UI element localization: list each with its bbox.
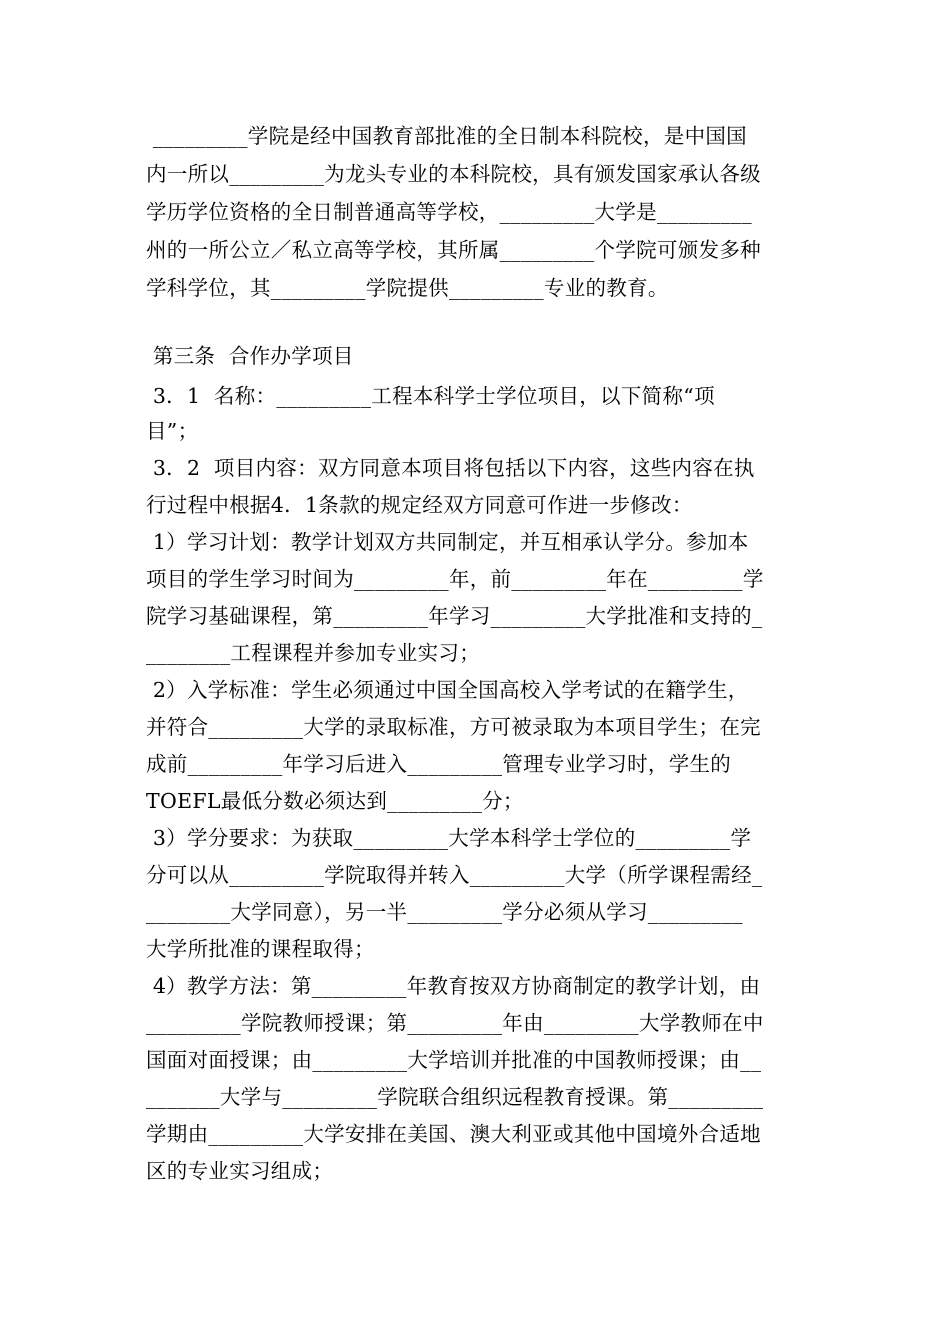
body-line: 成前_________年学习后进入_________管理专业学习时，学生的 [146,752,732,776]
body-line: 学期由_________大学安排在美国、澳大利亚或其他中国境外合适地 [146,1122,761,1146]
intro-line: 学历学位资格的全日制普通高等学校，_________大学是_________ [146,200,752,224]
body-line: 3）学分要求：为获取_________大学本科学士学位的_________学 [146,826,752,850]
body-line: TOEFL最低分数必须达到_________分； [146,789,524,813]
body-line: 项目的学生学习时间为_________年，前_________年在_________学 [146,567,764,591]
body-line: _________学院教师授课；第_________年由_________大学教师在中 [146,1011,764,1035]
body-line: 3．2 项目内容：双方同意本项目将包括以下内容，这些内容在执 [146,456,755,480]
body-line: 院学习基础课程，第_________年学习_________大学批准和支持的_ [146,604,763,628]
intro-line: _________学院是经中国教育部批准的全日制本科院校，是中国国 [146,124,747,148]
body-line: _______大学与_________学院联合组织远程教育授课。第_________ [146,1085,764,1109]
body-line: 3．1 名称：_________工程本科学士学位项目，以下简称“项 [146,384,715,408]
intro-line: 学科学位，其_________学院提供_________专业的教育。 [146,276,669,300]
intro-line: 州的一所公立／私立高等学校，其所属_________个学院可颁发多种 [146,238,761,262]
body-line: 1）学习计划：教学计划双方共同制定，并互相承认学分。参加本 [146,530,749,554]
body-line: 大学所批准的课程取得； [146,937,375,961]
body-line: 行过程中根据4．1条款的规定经双方同意可作进一步修改： [146,493,693,517]
body-line: 并符合_________大学的录取标准，方可被录取为本项目学生；在完 [146,715,761,739]
body-line: 国面对面授课；由_________大学培训并批准的中国教师授课；由__ [146,1048,762,1072]
intro-line: 内一所以_________为龙头专业的本科院校，具有颁发国家承认各级 [146,162,761,186]
article-heading: 第三条 合作办学项目 [146,344,354,368]
body-line: 区的专业实习组成； [146,1159,334,1183]
body-line: 分可以从_________学院取得并转入_________大学（所学课程需经_ [146,863,763,887]
body-line: 2）入学标准：学生必须通过中国全国高校入学考试的在籍学生， [146,678,749,702]
body-line: 4）教学方法：第_________年教育按双方协商制定的教学计划，由 [146,974,761,998]
body-line: ________大学同意），另一半_________学分必须从学习_________ [146,900,743,924]
body-line: 目”； [146,419,199,443]
body-line: ________工程课程并参加专业实习； [146,641,480,665]
